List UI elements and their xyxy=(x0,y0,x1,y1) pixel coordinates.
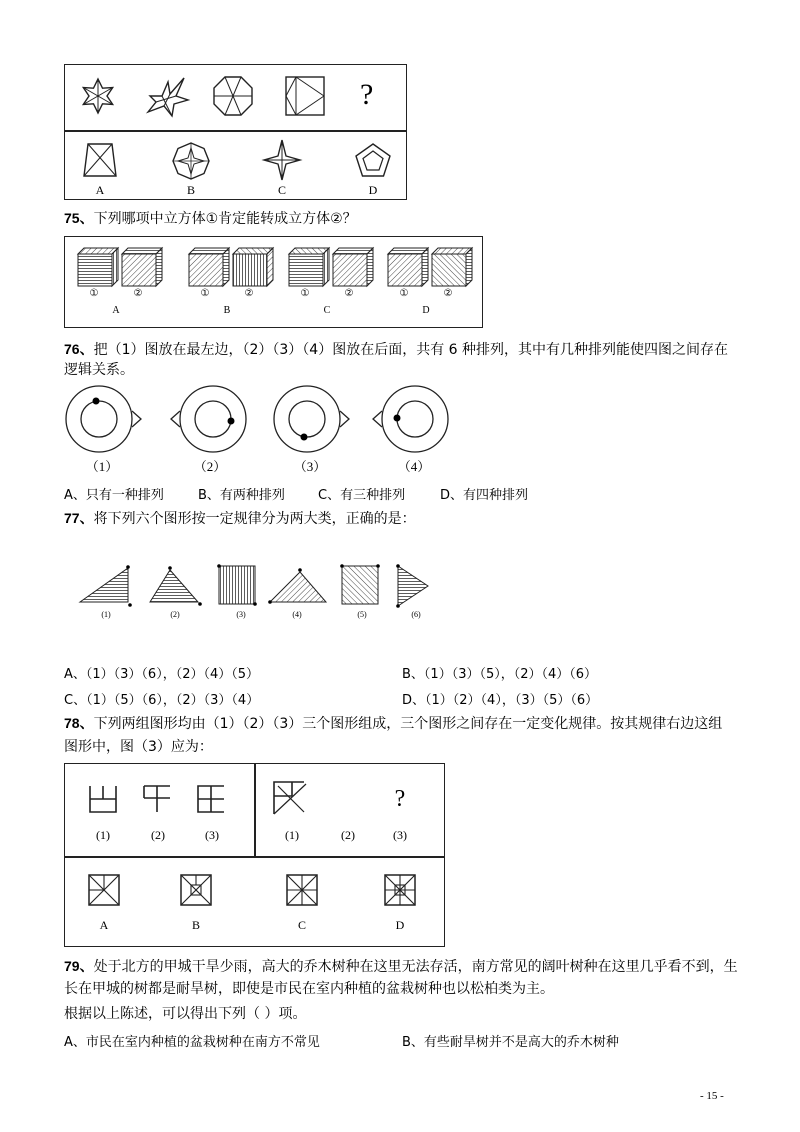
q76-answer-c[interactable]: C、有三种排列 xyxy=(318,488,406,503)
q79-question xyxy=(64,956,738,977)
q74-option-d-label: D xyxy=(368,183,378,197)
q74-option-c-shape xyxy=(262,138,302,182)
q76-text-line2: 逻辑关系。 xyxy=(64,362,134,378)
q78-left-label-2: (2) xyxy=(151,828,165,842)
q78-left-fig-2 xyxy=(140,782,174,816)
q75-text: 下列哪项中立方体①肯定能转成立方体②？ xyxy=(93,211,357,227)
q78-right-label-3: (3) xyxy=(393,828,407,842)
q78-option-c-label: C xyxy=(297,918,306,932)
q78-option-b-shape xyxy=(178,872,214,908)
q75-a-cube2-label: ② xyxy=(133,288,143,299)
q76-figure-4 xyxy=(370,384,452,454)
q76-answer-a[interactable]: A、只有一种排列 xyxy=(64,488,164,503)
q75-cube-pair-a xyxy=(76,246,166,288)
q76-label-3: （3） xyxy=(293,459,327,474)
q78-text-line2: 图形中，图（3）应为： xyxy=(64,739,213,755)
page-number: - 15 - xyxy=(700,1090,724,1102)
q77-number: 77、 xyxy=(64,510,94,526)
q76-figure-3 xyxy=(270,384,352,454)
q77-text: 将下列六个图形按一定规律分为两大类，正确的是： xyxy=(93,511,416,527)
q75-d-cube1-label: ① xyxy=(399,288,409,299)
q74-question-mark: ? xyxy=(360,78,374,111)
q74-option-d-shape xyxy=(354,142,392,180)
q75-b-cube1-label: ① xyxy=(200,288,210,299)
q78-option-a-shape xyxy=(86,872,122,908)
q77-answer-c[interactable]: C、（1）（5）（6），（2）（3）（4） xyxy=(64,693,260,708)
q79-text-line2: 长在甲城的树都是耐旱树，即使是市民在室内种植的盆栽树种也以松柏类为主。 xyxy=(64,981,554,997)
q79-answer-b[interactable]: B、有些耐旱树并不是高大的乔木树种 xyxy=(402,1035,619,1050)
q77-question xyxy=(64,508,416,529)
q75-cube-pair-b xyxy=(187,246,277,288)
q76-label-4: （4） xyxy=(397,459,431,474)
q77-figure-3 xyxy=(216,562,260,608)
q74-divider xyxy=(64,130,407,132)
q78-right-fig-1 xyxy=(270,778,310,818)
q76-number: 76、 xyxy=(64,341,94,357)
q76-text-line1: 把（1）图放在最左边，（2）（3）（4）图放在后面，共有 6 种排列，其中有几种排列能使四图之间存在 xyxy=(93,342,729,358)
q76-question xyxy=(64,339,728,360)
q74-square-lines xyxy=(284,75,326,117)
q75-b-cube2-label: ② xyxy=(244,288,254,299)
q77-answer-b[interactable]: B、（1）（3）（5），（2）（4）（6） xyxy=(402,667,598,682)
q78-option-a-label: A xyxy=(99,918,109,932)
q78-left-fig-3 xyxy=(194,782,228,816)
q77-label-6: (6) xyxy=(411,610,421,619)
q78-option-c-shape xyxy=(284,872,320,908)
q78-question xyxy=(64,713,722,734)
q78-option-d-shape xyxy=(382,872,418,908)
q78-left-label-3: (3) xyxy=(205,828,219,842)
q77-figure-2 xyxy=(146,564,206,608)
q77-label-1: (1) xyxy=(101,610,111,619)
q75-option-d-label: D xyxy=(422,305,430,316)
q78-option-b-label: B xyxy=(191,918,200,932)
q78-right-label-2: (2) xyxy=(341,828,355,842)
q77-label-2: (2) xyxy=(170,610,180,619)
q74-option-a-label: A xyxy=(95,183,105,197)
q77-label-5: (5) xyxy=(357,610,367,619)
q77-figure-4 xyxy=(266,566,330,608)
q74-option-a-shape xyxy=(82,142,118,178)
q74-irregular-star xyxy=(144,74,190,118)
q76-label-2: （2） xyxy=(193,459,227,474)
q75-question xyxy=(64,208,357,229)
q75-d-cube2-label: ② xyxy=(443,288,453,299)
q77-answer-d[interactable]: D、（1）（2）（4），（3）（5）（6） xyxy=(402,693,599,708)
q74-option-b-label: B xyxy=(186,183,195,197)
q79-text-line3: 根据以上陈述，可以得出下列（ ）项。 xyxy=(64,1006,307,1022)
q75-c-cube1-label: ① xyxy=(300,288,310,299)
q78-option-d-label: D xyxy=(395,918,405,932)
q76-answer-b[interactable]: B、有两种排列 xyxy=(198,488,285,503)
q76-figure-2 xyxy=(168,384,250,454)
q75-cube-pair-d xyxy=(386,246,476,288)
q78-v-divider xyxy=(254,763,256,857)
q77-figure-5 xyxy=(338,562,384,608)
q75-option-b-label: B xyxy=(223,305,231,316)
q79-number: 79、 xyxy=(64,958,94,974)
q77-answer-a[interactable]: A、（1）（3）（6），（2）（4）（5） xyxy=(64,667,260,682)
q78-left-label-1: (1) xyxy=(96,828,110,842)
q75-option-a-label: A xyxy=(112,305,120,316)
q77-label-3: (3) xyxy=(236,610,246,619)
q75-option-c-label: C xyxy=(323,305,331,316)
q76-figure-1 xyxy=(62,384,144,454)
q79-answer-a[interactable]: A、市民在室内种植的盆栽树种在南方不常见 xyxy=(64,1035,320,1050)
q78-left-fig-1 xyxy=(86,782,120,816)
q76-answer-d[interactable]: D、有四种排列 xyxy=(440,488,529,503)
q78-right-label-1: (1) xyxy=(285,828,299,842)
q74-option-b-shape xyxy=(172,142,210,180)
q75-cube-pair-c xyxy=(287,246,377,288)
q74-octagon-lines xyxy=(212,75,254,117)
q77-figure-1 xyxy=(76,562,134,608)
q77-label-4: (4) xyxy=(292,610,302,619)
q74-six-point-star xyxy=(78,76,118,116)
q78-text-line1: 下列两组图形均由（1）（2）（3）三个图形组成，三个图形之间存在一定变化规律。按其规律右边这组 xyxy=(93,716,723,732)
q78-number: 78、 xyxy=(64,715,94,731)
q75-number: 75、 xyxy=(64,210,94,226)
q79-text-line1: 处于北方的甲城干旱少雨，高大的乔木树种在这里无法存活，南方常见的阔叶树种在这里几乎看不到，生 xyxy=(93,959,738,975)
q75-c-cube2-label: ② xyxy=(344,288,354,299)
q75-a-cube1-label: ① xyxy=(89,288,99,299)
q74-option-c-label: C xyxy=(277,183,286,197)
q76-label-1: （1） xyxy=(85,459,119,474)
q78-right-question-mark: ? xyxy=(394,786,406,812)
q77-figure-6 xyxy=(394,562,432,610)
